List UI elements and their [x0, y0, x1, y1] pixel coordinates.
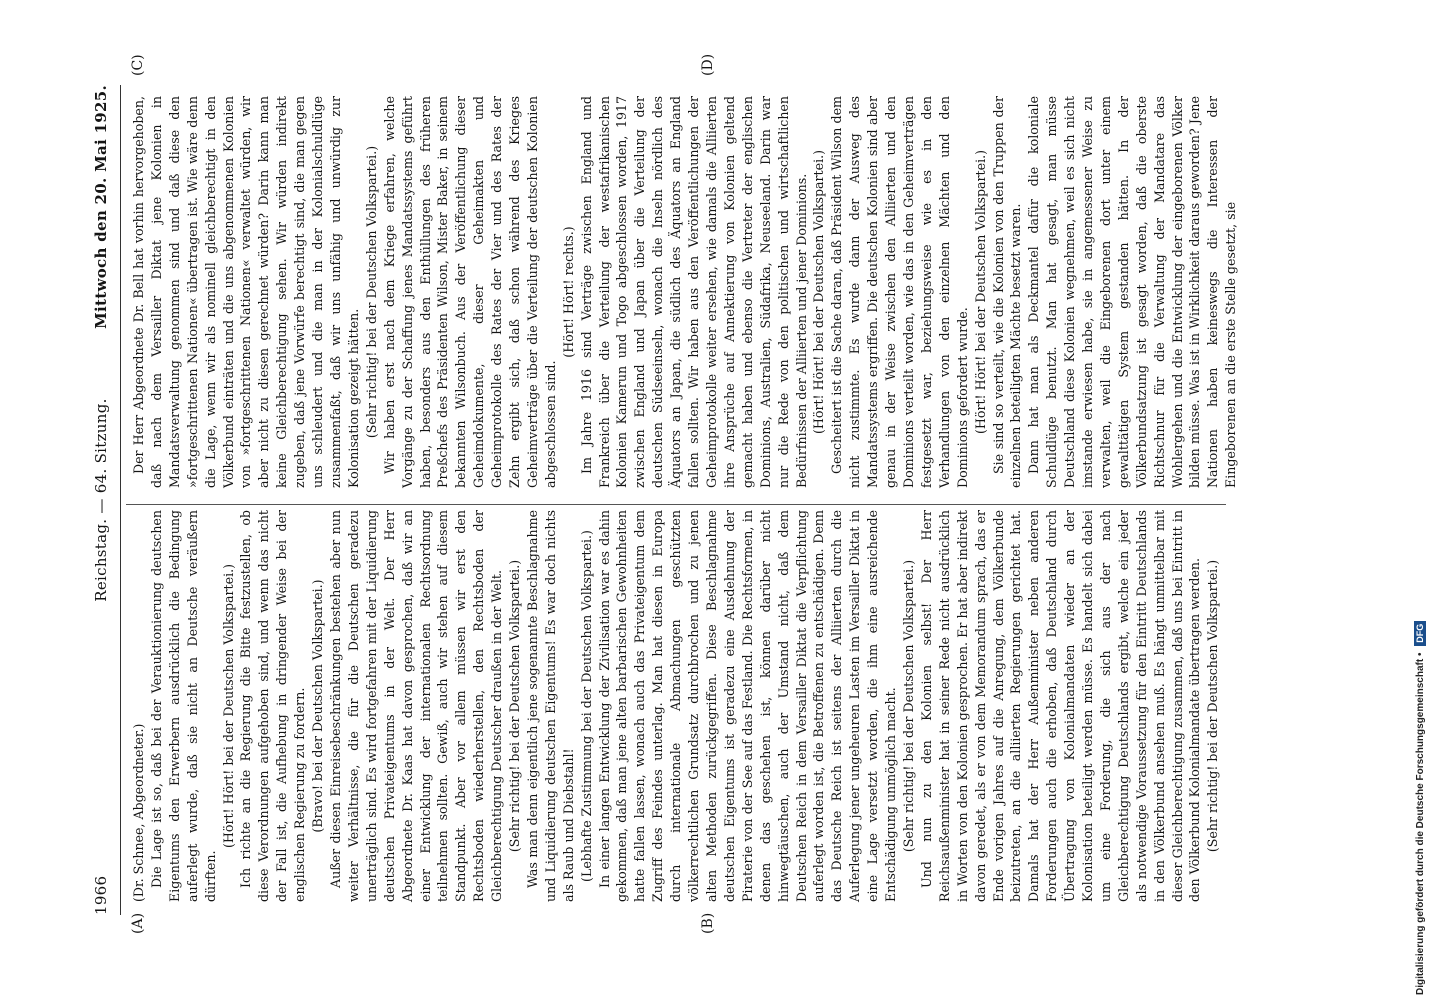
interjection: (Hört! Hört! rechts.)	[560, 226, 576, 358]
section-marker-d: (D)	[700, 53, 716, 76]
interjection: (Hört! Hört! bei der Deutschen Volkspartei.)	[972, 149, 988, 435]
paragraph: Sie sind so verteilt, wie die Kolonien von den Truppen der einzelnen beteiligten Mächte besetzt waren.	[990, 96, 1024, 488]
interjection: (Hört! Hört! bei der Deutschen Volkspartei.)	[220, 563, 236, 849]
interjection: (Hört! Hört! bei der Deutschen Volkspartei.)	[811, 149, 827, 435]
footer-text: Digitalisierung gefördert durch die Deutsche Forschungsgemeinschaft •	[1415, 652, 1426, 995]
dfg-logo: DFG	[1414, 621, 1426, 646]
paragraph: Wir haben erst nach dem Kriege erfahren, welche Vorgänge zu der Schaffung jenes Mandatssystems geführt haben, besonders aus den Enthüllungen des früheren Preßchefs des Präsidenten Wilson, Mister Baker, in seinem bekannten Wilsonbuch. Aus der Veröffentlichung dieser Geheimdokumente, dieser Geheimakten und Geheimprotokolle des Rates der Vier und des Rates der Zehn ergibt sich, daß schon während des Krieges Geheimverträge über die Verteilung der deutschen Kolonien abgeschlossen sind.	[381, 96, 558, 488]
paragraph: Außer diesen Einreisebeschränkungen bestehen aber nun weiter Verhältnisse, die für die Deutschen geradezu unerträglich sind. Es wird fortgefahren mit der Liquidierung deutschen Privateigentums in der Welt. Der Herr Abgeordnete Dr. Kaas hat davon gesprochen, daß wir an einer Entwicklung der internationalen Rechtsordnung teilnehmen sollten. Gewiß, auch wir stehen auf diesem Standpunkt. Aber vor allem müssen wir erst den Rechtsboden wiederherstellen, den Rechtsboden der Gleichberechtigung Deutscher draußen in der Welt.	[327, 510, 505, 902]
session-title: Reichstag. — 64. Sitzung.	[92, 398, 110, 602]
interjection: (Lebhafte Zustimmung bei der Deutschen Volkspartei.)	[578, 530, 594, 882]
paragraph: Der Herr Abgeordnete Dr. Bell hat vorhin hervorgehoben, daß nach dem Versailler Diktat jene Kolonien in Mandatsverwaltung genommen sind und daß diese den »fortgeschrittenen Nationen« übertragen ist. Wie wäre denn die Lage, wenn wir als nominell gleichberechtigt in den Völkerbund einträten und die uns abgenommenen Kolonien von »fortgeschrittenen Nationen« verwaltet würden, wir aber nicht zu diesen gerechnet würden? Darin kann man keine Gleichberechtigung sehen. Wir würden indirekt zugeben, daß jene Vorwürfe berechtigt sind, die man gegen uns schleudert und die man in der Kolonialschuldlüge zusammenfaßt, daß wir uns unfähig und unwürdig zur Kolonisation gezeigt hätten.	[131, 96, 361, 488]
page-number: 1966	[92, 875, 110, 915]
section-marker-b: (B)	[700, 912, 716, 934]
column-divider	[126, 504, 1226, 505]
digitization-footer	[1414, 623, 1432, 1000]
right-column	[130, 96, 1240, 488]
paragraph: Im Jahre 1916 sind Verträge zwischen England und Frankreich über die Verteilung der westafrikanischen Kolonien Kamerun und Togo abgeschlossen worden, 1917 zwischen England und Japan über die Verteilung der deutschen Südseeinseln, wonach die Inseln nördlich des Äquators an Japan, die südlich des Äquators an England fallen sollten. Wir haben aus den Veröffentlichungen der Geheimprotokolle weiter ersehen, wie damals die Alliierten ihre Ansprüche auf Annektierung von Kolonien geltend gemacht haben und ebenso die Vertreter der englischen Dominions, Australien, Südafrika, Neuseeland. Darin war nur die Rede von den politischen und wirtschaftlichen Bedürfnissen der Alliierten und jener Dominions.	[578, 96, 809, 488]
paragraph: (Dr. Schnee, Abgeordneter.)	[131, 723, 146, 902]
paragraph: In einer langen Entwicklung der Zivilisation war es dahin gekommen, daß man jene alten barbarischen Gewohnheiten hatte fallen lassen, wonach auch das Privateigentum dem Zugriff des Feindes unterlag. Man hat diesen in Europa durch internationale Abmachungen geschützten völkerrechtlichen Grundsatz durchbrochen und zu jenen alten Methoden zurückgegriffen. Diese Beschlagnahme deutschen Eigentums ist geradezu eine Ausdehnung der Piraterie von der See auf das Festland. Die Rechtsformen, in denen das geschehen ist, können darüber nicht hinwegtäuschen, auch der Umstand nicht, daß dem Deutschen Reich in dem Versailler Diktat die Verpflichtung auferlegt worden ist, die Betroffenen zu entschädigen. Denn das Deutsche Reich ist seitens der Alliierten durch die Auferlegung jener ungeheuren Lasten im Versailler Diktat in eine Lage versetzt worden, die ihm eine ausreichende Entschädigung unmöglich macht.	[596, 510, 899, 902]
paragraph: Die Lage ist so, daß bei der Verauktionierung deutschen Eigentums den Erwerbern ausdrücklich die Bedingung auferlegt wurde, daß sie nicht an Deutsche veräußern dürften.	[148, 510, 218, 902]
section-marker-a: (A)	[130, 912, 146, 934]
paragraph: Was man denn eigentlich jene sogenannte Beschlagnahme und Liquidierung deutschen Eigentums! Es war doch nichts als Raub und Diebstahl!	[524, 510, 576, 902]
paragraph: Gescheitert ist die Sache daran, daß Präsident Wilson dem nicht zustimmte. Es wurde dann der Ausweg des Mandatssystems ergriffen. Die deutschen Kolonien sind aber genau in der Weise zwischen den Alliierten und den Dominions verteilt worden, wie das in den Geheimverträgen festgesetzt war, beziehungsweise wie es in den Verhandlungen von den einzelnen Mächten und den Dominions gefordert wurde.	[829, 96, 970, 488]
page-header	[92, 85, 118, 915]
left-column	[130, 510, 1222, 902]
paragraph: Ich richte an die Regierung die Bitte festzustellen, ob diese Verordnungen aufgehoben sind, und wenn das nicht der Fall ist, die Aufhebung in dringender Weise bei der englischen Regierung zu fordern.	[238, 510, 308, 902]
interjection: (Sehr richtig! bei der Deutschen Volkspartei.)	[363, 145, 379, 439]
interjection: (Sehr richtig! bei der Deutschen Volkspartei.)	[1205, 559, 1221, 853]
section-marker-c: (C)	[130, 54, 146, 76]
interjection: (Sehr richtig! bei der Deutschen Volkspartei.)	[900, 559, 916, 853]
session-date: Mittwoch den 20. Mai 1925.	[92, 85, 110, 329]
paragraph: Dann hat man als Deckmantel dafür die koloniale Schuldlüge benutzt. Man hat gesagt, man müsse Deutschland diese Kolonien wegnehmen, weil es sich nicht imstande erwiesen habe, sie in angemessener Weise zu verwalten, weil die Eingeborenen dort unter einem gewalttätigen System gestanden hätten. In der Völkerbundsatzung ist gesagt worden, daß die oberste Richtschnur für die Verwaltung der Mandatare das Wohlergehen und die Entwicklung der eingeborenen Völker bilden müsse. Was ist in Wirklichkeit daraus geworden? Jene Nationen haben keineswegs die Interessen der Eingeborenen an die erste Stelle gesetzt, sie	[1026, 96, 1239, 488]
interjection: (Sehr richtig! bei der Deutschen Volkspartei.)	[507, 559, 523, 853]
paragraph: Und nun zu den Kolonien selbst! Der Herr Reichsaußenminister hat in seiner Rede nicht ausdrücklich in Worten von den Kolonien gesprochen. Er hat aber indirekt davon geredet, als er von dem Memorandum sprach, das er Ende vorigen Jahres auf die Anregung, dem Völkerbunde beizutreten, an die alliierten Regierungen gerichtet hat. Damals hat der Herr Außenminister neben anderen Forderungen auch die erhoben, daß Deutschland durch Übertragung von Kolonialmandaten wieder an der Kolonisation beteiligt werden müsse. Es handelt sich dabei um eine Forderung, die sich aus der nach Gleichberechtigung Deutschlands ergibt, welche ein jeder als notwendige Voraussetzung für den Eintritt Deutschlands in den Völkerbund ansehen muß. Es hängt unmittelbar mit dieser Gleichberechtigung zusammen, daß uns bei Eintritt in den Völkerbund Kolonialmandate übertragen werden.	[918, 510, 1203, 902]
interjection: (Bravo! bei der Deutschen Volkspartei.)	[310, 579, 326, 833]
header-rule	[120, 85, 121, 915]
